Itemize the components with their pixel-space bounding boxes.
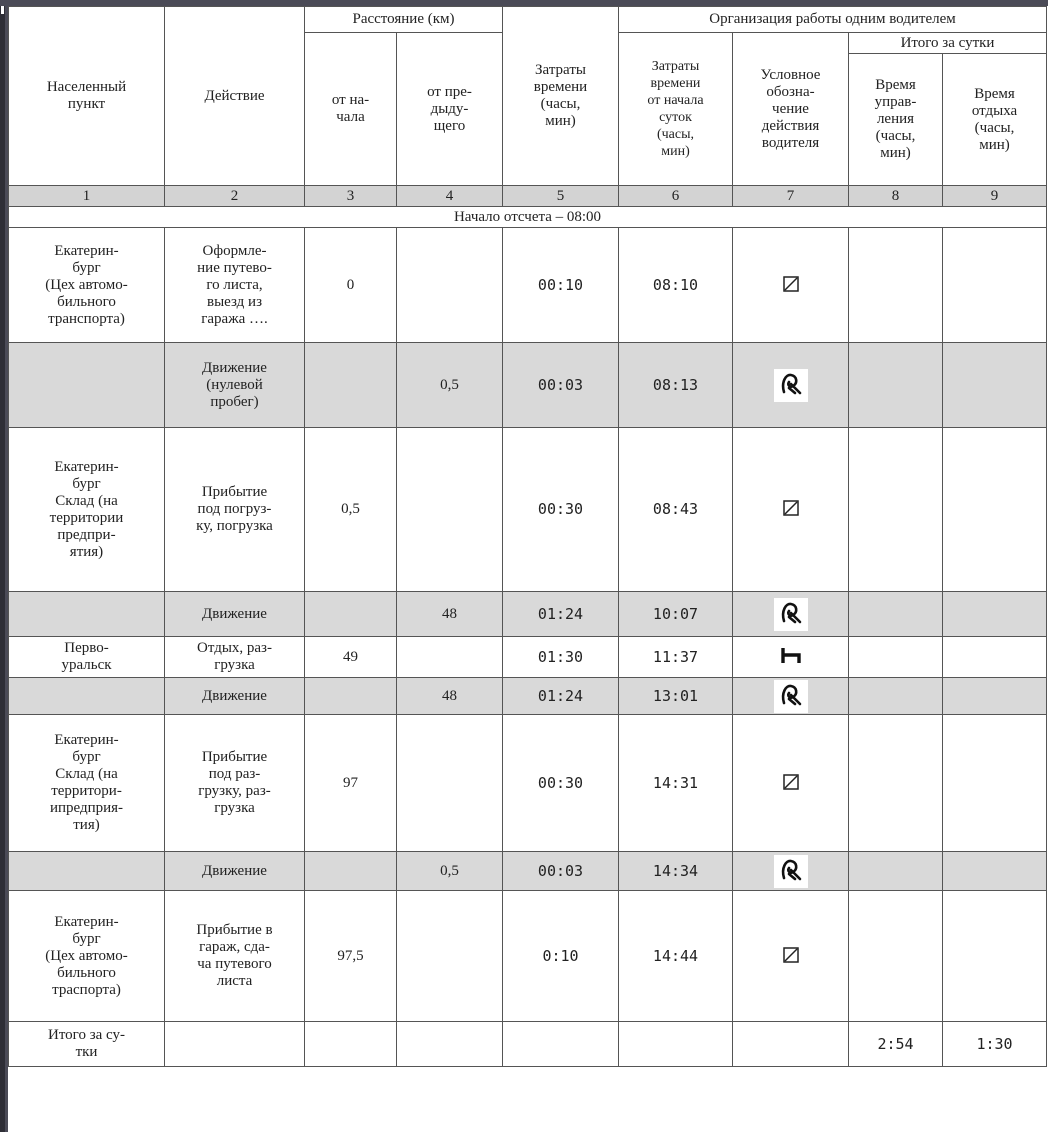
cell-day-time bbox=[619, 1022, 733, 1067]
cell-rest bbox=[943, 715, 1047, 852]
work-square-icon bbox=[783, 496, 799, 521]
cell-time-cost: 00:10 bbox=[503, 228, 619, 343]
cell-rest bbox=[943, 637, 1047, 678]
cell-action: Оформле- ние путево- го листа, выезд из гаража …. bbox=[165, 228, 305, 343]
cell-day-time: 14:31 bbox=[619, 715, 733, 852]
cell-place: Екатерин- бург (Цех автомо- бильного траспорта) bbox=[9, 891, 165, 1022]
cell-action: Движение bbox=[165, 678, 305, 715]
cell-action bbox=[165, 1022, 305, 1067]
cell-day-time: 14:34 bbox=[619, 852, 733, 891]
cell-day-time: 08:43 bbox=[619, 428, 733, 592]
cell-from-start bbox=[305, 343, 397, 428]
table-row bbox=[9, 637, 1047, 678]
cell-from-prev: 48 bbox=[397, 678, 503, 715]
cell-from-prev: 0,5 bbox=[397, 852, 503, 891]
cell-time-cost bbox=[503, 1022, 619, 1067]
cell-action: Прибытие под раз- грузку, раз- грузка bbox=[165, 715, 305, 852]
work-square-icon bbox=[783, 770, 799, 795]
cell-from-prev: 0,5 bbox=[397, 343, 503, 428]
column-number: 7 bbox=[733, 186, 849, 207]
cell-symbol bbox=[733, 678, 849, 715]
steering-wheel-icon bbox=[774, 855, 808, 888]
header-from-start: от на- чала bbox=[305, 33, 397, 186]
cell-from-prev bbox=[397, 1022, 503, 1067]
cell-time-cost: 00:03 bbox=[503, 852, 619, 891]
cell-day-time: 08:10 bbox=[619, 228, 733, 343]
cell-symbol bbox=[733, 1022, 849, 1067]
cell-from-prev bbox=[397, 715, 503, 852]
table-row bbox=[9, 343, 1047, 428]
cell-day-time: 08:13 bbox=[619, 343, 733, 428]
header-time-cost: Затраты времени (часы, мин) bbox=[503, 7, 619, 186]
cell-action: Движение (нулевой пробег) bbox=[165, 343, 305, 428]
cell-rest bbox=[943, 592, 1047, 637]
cell-action: Прибытие под погруз- ку, погрузка bbox=[165, 428, 305, 592]
header-organization: Организация работы одним водителем bbox=[619, 7, 1047, 33]
cell-action: Отдых, раз- грузка bbox=[165, 637, 305, 678]
cell-from-start: 49 bbox=[305, 637, 397, 678]
cell-drive bbox=[849, 428, 943, 592]
cell-time-cost: 0:10 bbox=[503, 891, 619, 1022]
table-row bbox=[9, 592, 1047, 637]
cell-drive bbox=[849, 592, 943, 637]
column-number: 9 bbox=[943, 186, 1047, 207]
cell-total-drive: 2:54 bbox=[849, 1022, 943, 1067]
cell-from-start: 0 bbox=[305, 228, 397, 343]
cell-day-time: 10:07 bbox=[619, 592, 733, 637]
column-number: 4 bbox=[397, 186, 503, 207]
cell-day-time: 11:37 bbox=[619, 637, 733, 678]
cell-time-cost: 00:30 bbox=[503, 428, 619, 592]
header-action: Действие bbox=[165, 7, 305, 186]
cell-symbol bbox=[733, 715, 849, 852]
cell-from-start: 97 bbox=[305, 715, 397, 852]
cell-rest bbox=[943, 228, 1047, 343]
start-time-label: Начало отсчета – 08:00 bbox=[9, 207, 1047, 228]
cell-from-prev bbox=[397, 228, 503, 343]
cell-from-prev: 48 bbox=[397, 592, 503, 637]
window-left-marker bbox=[1, 6, 4, 14]
cell-place: Екатерин- бург (Цех автомо- бильного транспорта) bbox=[9, 228, 165, 343]
work-square-icon bbox=[783, 943, 799, 968]
cell-from-start bbox=[305, 592, 397, 637]
cell-rest bbox=[943, 891, 1047, 1022]
cell-drive bbox=[849, 228, 943, 343]
driver-schedule-table bbox=[8, 6, 1047, 1067]
window-left-border bbox=[0, 6, 5, 1132]
document-sheet bbox=[8, 6, 1048, 1132]
header-distance: Расстояние (км) bbox=[305, 7, 503, 33]
cell-symbol bbox=[733, 637, 849, 678]
cell-drive bbox=[849, 852, 943, 891]
header-driving-time: Время управ- ления (часы, мин) bbox=[849, 54, 943, 186]
cell-rest bbox=[943, 343, 1047, 428]
cell-symbol bbox=[733, 343, 849, 428]
column-number: 3 bbox=[305, 186, 397, 207]
cell-place: Екатерин- бург Склад (на территории предпри- ятия) bbox=[9, 428, 165, 592]
cell-symbol bbox=[733, 592, 849, 637]
cell-drive bbox=[849, 343, 943, 428]
cell-time-cost: 00:30 bbox=[503, 715, 619, 852]
table-row bbox=[9, 852, 1047, 891]
cell-symbol bbox=[733, 852, 849, 891]
cell-place bbox=[9, 343, 165, 428]
cell-from-prev bbox=[397, 891, 503, 1022]
cell-drive bbox=[849, 678, 943, 715]
cell-place bbox=[9, 592, 165, 637]
table-row bbox=[9, 891, 1047, 1022]
cell-from-start: 97,5 bbox=[305, 891, 397, 1022]
cell-total-label: Итого за су- тки bbox=[9, 1022, 165, 1067]
header-rest-time: Время отдыха (часы, мин) bbox=[943, 54, 1047, 186]
cell-from-prev bbox=[397, 637, 503, 678]
column-number: 6 bbox=[619, 186, 733, 207]
cell-action: Прибытие в гараж, сда- ча путевого листа bbox=[165, 891, 305, 1022]
header-day-time: Затраты времени от начала суток (часы, мин) bbox=[619, 33, 733, 186]
cell-time-cost: 01:24 bbox=[503, 678, 619, 715]
cell-rest bbox=[943, 852, 1047, 891]
cell-from-prev bbox=[397, 428, 503, 592]
cell-symbol bbox=[733, 891, 849, 1022]
rest-bed-icon bbox=[780, 645, 802, 670]
cell-from-start: 0,5 bbox=[305, 428, 397, 592]
cell-from-start bbox=[305, 852, 397, 891]
steering-wheel-icon bbox=[774, 369, 808, 402]
cell-rest bbox=[943, 428, 1047, 592]
column-number: 8 bbox=[849, 186, 943, 207]
cell-day-time: 14:44 bbox=[619, 891, 733, 1022]
header-settlement: Населенный пункт bbox=[9, 7, 165, 186]
table-row bbox=[9, 678, 1047, 715]
cell-from-start bbox=[305, 678, 397, 715]
cell-action: Движение bbox=[165, 592, 305, 637]
header-driver-symbol: Условное обозна- чение действия водителя bbox=[733, 33, 849, 186]
cell-drive bbox=[849, 891, 943, 1022]
header-daily-total: Итого за сутки bbox=[849, 33, 1047, 54]
header-from-previous: от пре- дыду- щего bbox=[397, 33, 503, 186]
table-row-total bbox=[9, 1022, 1047, 1067]
work-square-icon bbox=[783, 272, 799, 297]
cell-time-cost: 01:24 bbox=[503, 592, 619, 637]
cell-place bbox=[9, 852, 165, 891]
cell-day-time: 13:01 bbox=[619, 678, 733, 715]
cell-action: Движение bbox=[165, 852, 305, 891]
table-row bbox=[9, 715, 1047, 852]
column-number-row bbox=[9, 186, 1047, 207]
cell-place: Перво- уральск bbox=[9, 637, 165, 678]
cell-symbol bbox=[733, 428, 849, 592]
cell-time-cost: 00:03 bbox=[503, 343, 619, 428]
column-number: 1 bbox=[9, 186, 165, 207]
cell-place bbox=[9, 678, 165, 715]
column-number: 2 bbox=[165, 186, 305, 207]
cell-drive bbox=[849, 637, 943, 678]
column-number: 5 bbox=[503, 186, 619, 207]
cell-total-rest: 1:30 bbox=[943, 1022, 1047, 1067]
cell-time-cost: 01:30 bbox=[503, 637, 619, 678]
cell-drive bbox=[849, 715, 943, 852]
steering-wheel-icon bbox=[774, 598, 808, 631]
table-row bbox=[9, 428, 1047, 592]
cell-from-start bbox=[305, 1022, 397, 1067]
cell-rest bbox=[943, 678, 1047, 715]
table-row bbox=[9, 228, 1047, 343]
steering-wheel-icon bbox=[774, 680, 808, 713]
cell-symbol bbox=[733, 228, 849, 343]
cell-place: Екатерин- бург Склад (на территори- ипредприя- тия) bbox=[9, 715, 165, 852]
